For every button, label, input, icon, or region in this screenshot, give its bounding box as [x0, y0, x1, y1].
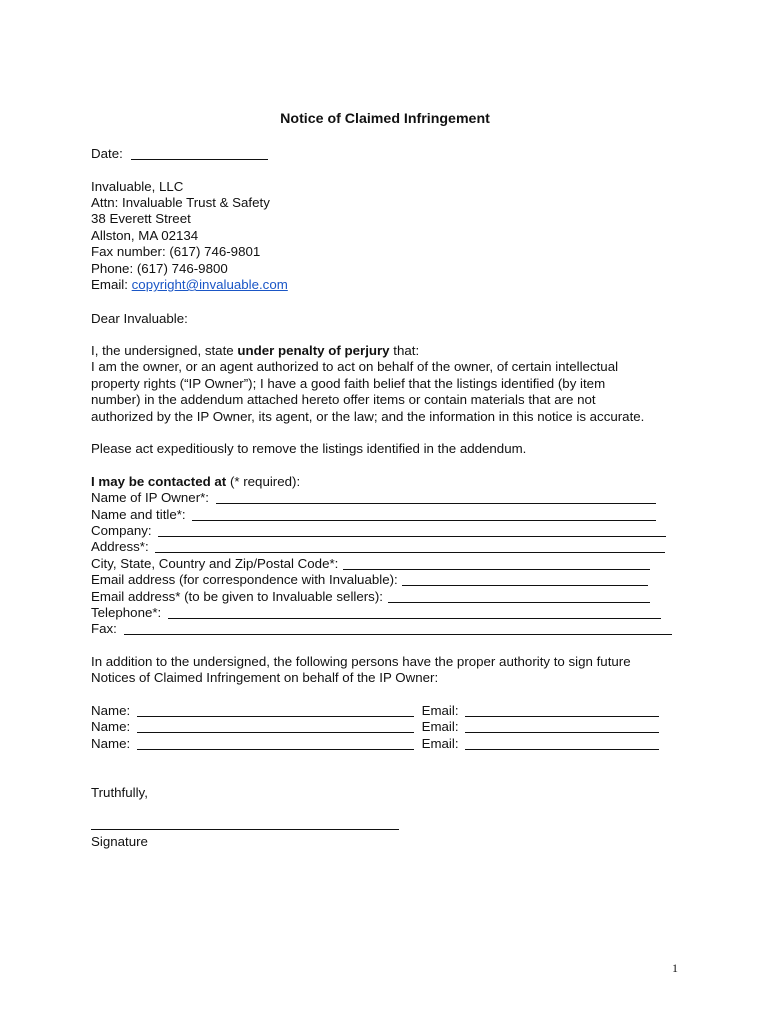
person-name-label: Name:: [91, 736, 131, 751]
statement-intro-suffix: that:: [393, 343, 420, 358]
address-attn: Attn: Invaluable Trust & Safety: [91, 195, 270, 210]
contact-field-address: [91, 538, 665, 555]
field-label: Name of IP Owner*:: [91, 490, 209, 505]
contact-heading-rest: (* required):: [229, 474, 301, 489]
field-blank[interactable]: [124, 622, 672, 635]
statement-intro-prefix: I, the undersigned, state: [91, 343, 234, 358]
person-name-blank[interactable]: [137, 737, 414, 750]
person-email-label: Email:: [421, 703, 459, 718]
person-name-label: Name:: [91, 703, 131, 718]
authority-line: In addition to the undersigned, the following persons have the proper authority to sign future: [91, 654, 631, 669]
email-link[interactable]: copyright@invaluable.com: [131, 277, 288, 292]
signature-label: Signature: [91, 834, 148, 849]
date-label: Date:: [91, 146, 123, 161]
contact-field-telephone: [91, 604, 661, 621]
date-row: [91, 145, 268, 162]
page-number: 1: [672, 961, 678, 975]
field-label: Telephone*:: [91, 605, 162, 620]
person-name-blank[interactable]: [137, 720, 414, 733]
field-blank[interactable]: [168, 606, 661, 619]
contact-field-email-invaluable: [91, 571, 648, 588]
field-blank[interactable]: [155, 540, 665, 553]
person-email-blank[interactable]: [465, 704, 659, 717]
address-email-label: Email:: [91, 277, 128, 292]
statement-line: number) in the addendum attached hereto offer items or contain materials that are not: [91, 392, 596, 407]
date-blank[interactable]: [131, 147, 268, 160]
field-blank[interactable]: [343, 557, 650, 570]
contact-field-email-sellers: [91, 588, 650, 605]
contact-field-fax: [91, 620, 672, 637]
field-label: Fax:: [91, 621, 117, 636]
contact-heading: [91, 473, 300, 490]
statement-intro-bold: under penalty of perjury: [237, 343, 390, 358]
statement-line: property rights (“IP Owner”); I have a good faith belief that the listings identified (by item: [91, 376, 606, 391]
address-street: 38 Everett Street: [91, 211, 191, 226]
field-blank[interactable]: [192, 508, 656, 521]
field-blank[interactable]: [388, 590, 650, 603]
field-label: Name and title*:: [91, 507, 186, 522]
person-email-label: Email:: [421, 736, 459, 751]
field-label: City, State, Country and Zip/Postal Code*:: [91, 556, 339, 571]
contact-field-name-title: [91, 506, 656, 523]
person-row: [91, 735, 659, 752]
person-email-label: Email:: [421, 719, 459, 734]
closing-text: Truthfully,: [91, 785, 148, 800]
field-blank[interactable]: [158, 524, 666, 537]
address-phone: Phone: (617) 746-9800: [91, 261, 228, 276]
person-name-blank[interactable]: [137, 704, 414, 717]
person-row: [91, 718, 659, 735]
field-label: Address*:: [91, 539, 149, 554]
field-blank[interactable]: [402, 573, 648, 586]
address-city: Allston, MA 02134: [91, 228, 199, 243]
field-label: Email address* (to be given to Invaluable sellers):: [91, 589, 383, 604]
contact-field-company: [91, 522, 666, 539]
salutation: Dear Invaluable:: [91, 311, 188, 326]
statement-intro: [91, 342, 419, 359]
statement-line: I am the owner, or an agent authorized to act on behalf of the owner, of certain intellectual: [91, 359, 619, 374]
field-label: Email address (for correspondence with Invaluable):: [91, 572, 398, 587]
page-title: Notice of Claimed Infringement: [280, 111, 490, 127]
person-name-label: Name:: [91, 719, 131, 734]
person-email-blank[interactable]: [465, 720, 659, 733]
address-email-row: [91, 276, 288, 293]
address-company: Invaluable, LLC: [91, 179, 184, 194]
authority-line: Notices of Claimed Infringement on behalf of the IP Owner:: [91, 670, 439, 685]
contact-heading-bold: I may be contacted at: [91, 474, 227, 489]
person-email-blank[interactable]: [465, 737, 659, 750]
signature-line[interactable]: [91, 829, 399, 830]
address-fax: Fax number: (617) 746-9801: [91, 244, 261, 259]
request-text: Please act expeditiously to remove the listings identified in the addendum.: [91, 441, 527, 456]
field-label: Company:: [91, 523, 152, 538]
contact-field-ip-owner: [91, 489, 656, 506]
field-blank[interactable]: [216, 491, 656, 504]
person-row: [91, 702, 659, 719]
statement-line: authorized by the IP Owner, its agent, or the law; and the information in this notice is accurate.: [91, 409, 645, 424]
contact-field-city: [91, 555, 650, 572]
